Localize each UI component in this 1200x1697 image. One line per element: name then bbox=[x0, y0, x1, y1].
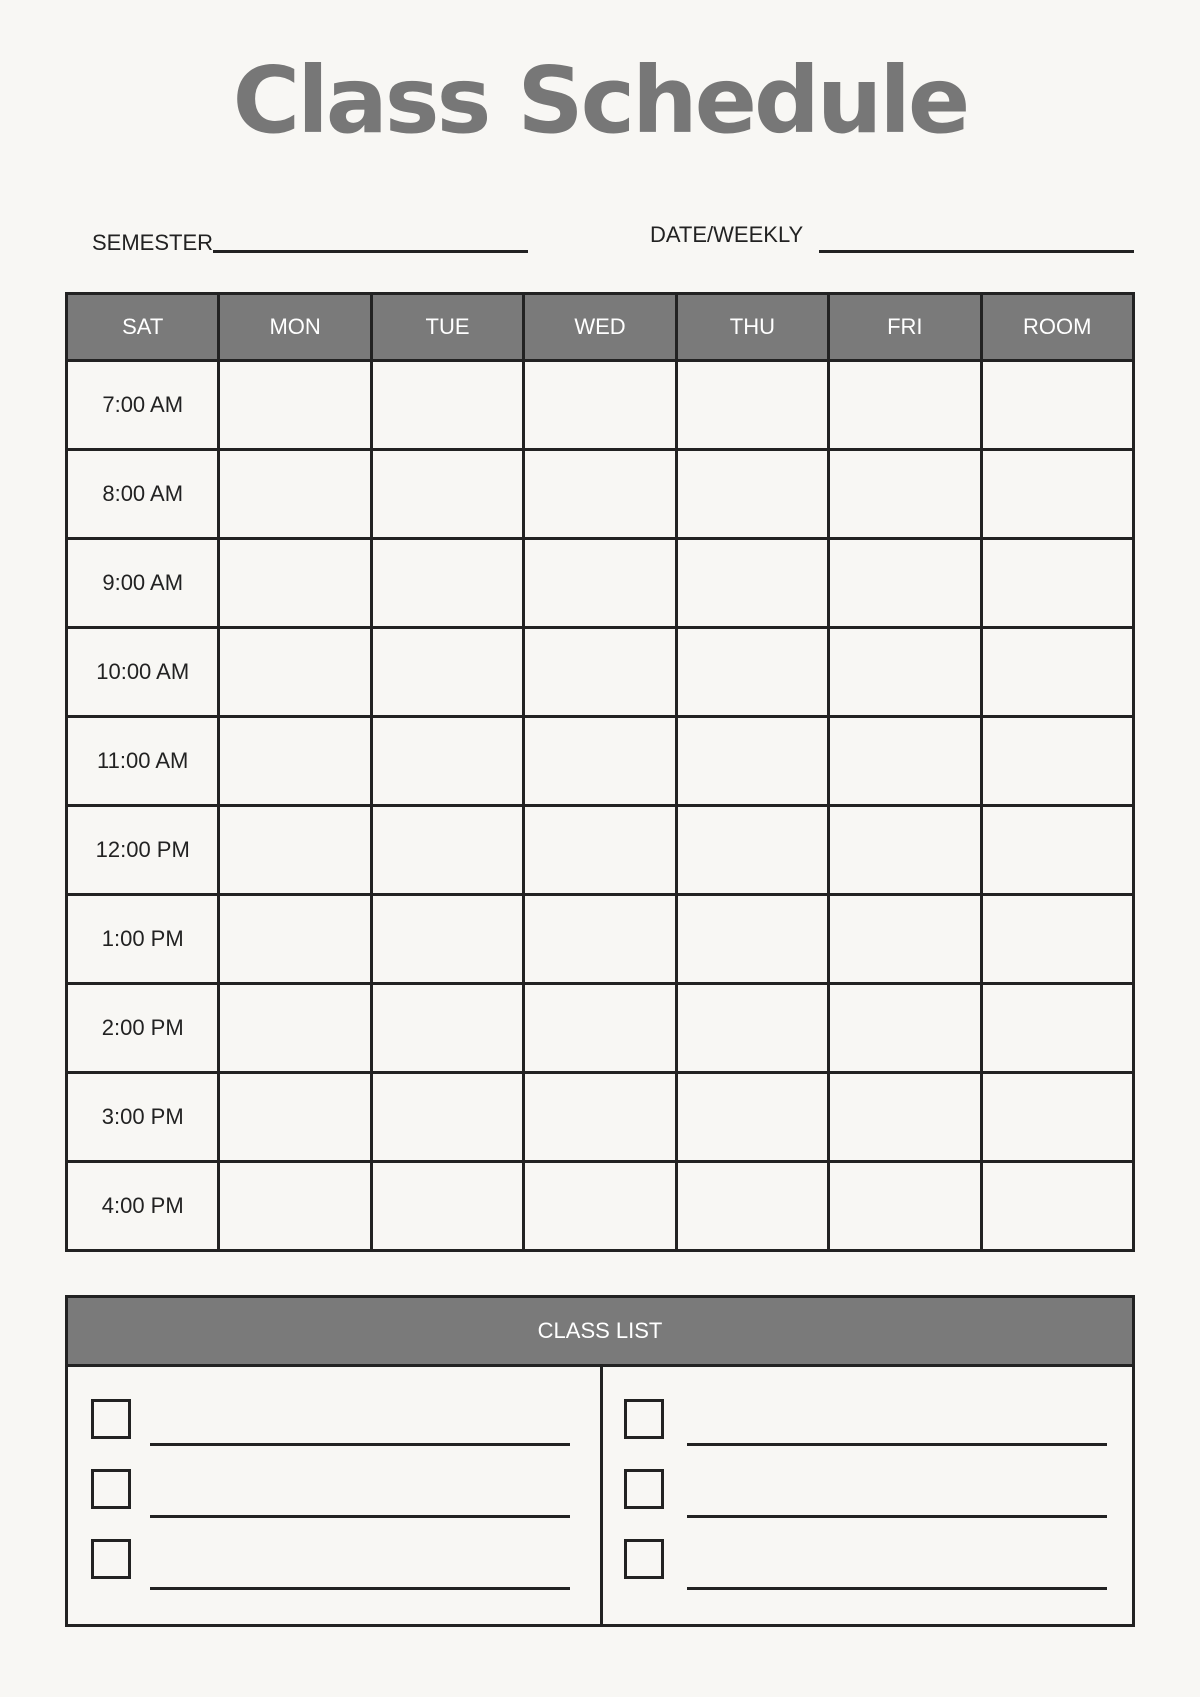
time-label: 1:00 PM bbox=[67, 895, 219, 984]
table-row bbox=[67, 984, 1134, 1073]
table-row bbox=[67, 628, 1134, 717]
table-row bbox=[67, 1162, 1134, 1251]
schedule-cell-thu[interactable] bbox=[676, 895, 828, 984]
table-row bbox=[67, 361, 1134, 450]
schedule-cell-room[interactable] bbox=[981, 1162, 1133, 1251]
schedule-cell-wed[interactable] bbox=[524, 806, 676, 895]
schedule-cell-room[interactable] bbox=[981, 450, 1133, 539]
schedule-cell-mon[interactable] bbox=[219, 984, 371, 1073]
schedule-cell-room[interactable] bbox=[981, 539, 1133, 628]
schedule-cell-mon[interactable] bbox=[219, 1162, 371, 1251]
date-weekly-label: DATE/WEEKLY bbox=[650, 222, 804, 247]
class-name-field[interactable] bbox=[150, 1515, 570, 1518]
schedule-cell-wed[interactable] bbox=[524, 895, 676, 984]
schedule-cell-fri[interactable] bbox=[829, 628, 981, 717]
semester-field[interactable] bbox=[213, 250, 528, 253]
schedule-cell-wed[interactable] bbox=[524, 984, 676, 1073]
schedule-cell-tue[interactable] bbox=[371, 450, 523, 539]
schedule-cell-thu[interactable] bbox=[676, 361, 828, 450]
schedule-cell-fri[interactable] bbox=[829, 984, 981, 1073]
header-wed: WED bbox=[524, 294, 676, 361]
schedule-cell-mon[interactable] bbox=[219, 1073, 371, 1162]
checkbox[interactable] bbox=[91, 1539, 131, 1579]
schedule-cell-tue[interactable] bbox=[371, 628, 523, 717]
schedule-cell-thu[interactable] bbox=[676, 1073, 828, 1162]
schedule-cell-mon[interactable] bbox=[219, 628, 371, 717]
time-label: 7:00 AM bbox=[67, 361, 219, 450]
schedule-cell-tue[interactable] bbox=[371, 539, 523, 628]
checkbox[interactable] bbox=[624, 1539, 664, 1579]
checkbox[interactable] bbox=[624, 1469, 664, 1509]
time-label: 12:00 PM bbox=[67, 806, 219, 895]
schedule-cell-room[interactable] bbox=[981, 1073, 1133, 1162]
table-row bbox=[67, 895, 1134, 984]
schedule-cell-thu[interactable] bbox=[676, 628, 828, 717]
schedule-cell-mon[interactable] bbox=[219, 895, 371, 984]
schedule-cell-wed[interactable] bbox=[524, 361, 676, 450]
table-row bbox=[67, 539, 1134, 628]
schedule-cell-thu[interactable] bbox=[676, 1162, 828, 1251]
header-tue: TUE bbox=[371, 294, 523, 361]
time-label: 4:00 PM bbox=[67, 1162, 219, 1251]
schedule-cell-thu[interactable] bbox=[676, 450, 828, 539]
table-row bbox=[67, 1073, 1134, 1162]
schedule-cell-room[interactable] bbox=[981, 895, 1133, 984]
schedule-cell-tue[interactable] bbox=[371, 1162, 523, 1251]
class-list bbox=[65, 1295, 1135, 1627]
schedule-cell-fri[interactable] bbox=[829, 806, 981, 895]
schedule-cell-wed[interactable] bbox=[524, 450, 676, 539]
time-label: 10:00 AM bbox=[67, 628, 219, 717]
schedule-cell-wed[interactable] bbox=[524, 717, 676, 806]
date-weekly-field[interactable] bbox=[819, 250, 1134, 253]
class-list-header: CLASS LIST bbox=[68, 1298, 1132, 1367]
header-room: ROOM bbox=[981, 294, 1133, 361]
time-label: 8:00 AM bbox=[67, 450, 219, 539]
schedule-cell-wed[interactable] bbox=[524, 1162, 676, 1251]
checkbox[interactable] bbox=[91, 1469, 131, 1509]
schedule-cell-mon[interactable] bbox=[219, 806, 371, 895]
class-list-divider bbox=[600, 1367, 603, 1624]
schedule-cell-wed[interactable] bbox=[524, 628, 676, 717]
schedule-cell-tue[interactable] bbox=[371, 895, 523, 984]
semester-label: SEMESTER bbox=[92, 230, 214, 255]
schedule-cell-thu[interactable] bbox=[676, 806, 828, 895]
schedule-cell-fri[interactable] bbox=[829, 1073, 981, 1162]
schedule-cell-fri[interactable] bbox=[829, 717, 981, 806]
schedule-cell-mon[interactable] bbox=[219, 539, 371, 628]
schedule-cell-thu[interactable] bbox=[676, 984, 828, 1073]
time-label: 9:00 AM bbox=[67, 539, 219, 628]
schedule-cell-fri[interactable] bbox=[829, 539, 981, 628]
class-name-field[interactable] bbox=[150, 1443, 570, 1446]
class-name-field[interactable] bbox=[687, 1587, 1107, 1590]
class-name-field[interactable] bbox=[687, 1443, 1107, 1446]
schedule-header-row bbox=[67, 294, 1134, 361]
class-name-field[interactable] bbox=[687, 1515, 1107, 1518]
page-title: Class Schedule bbox=[232, 47, 968, 154]
schedule-cell-tue[interactable] bbox=[371, 1073, 523, 1162]
time-label: 11:00 AM bbox=[67, 717, 219, 806]
schedule-cell-mon[interactable] bbox=[219, 361, 371, 450]
schedule-cell-thu[interactable] bbox=[676, 717, 828, 806]
schedule-cell-tue[interactable] bbox=[371, 361, 523, 450]
table-row bbox=[67, 450, 1134, 539]
header-mon: MON bbox=[219, 294, 371, 361]
schedule-cell-thu[interactable] bbox=[676, 539, 828, 628]
checkbox[interactable] bbox=[91, 1399, 131, 1439]
schedule-cell-tue[interactable] bbox=[371, 717, 523, 806]
schedule-cell-fri[interactable] bbox=[829, 895, 981, 984]
schedule-cell-mon[interactable] bbox=[219, 717, 371, 806]
class-name-field[interactable] bbox=[150, 1587, 570, 1590]
header-fri: FRI bbox=[829, 294, 981, 361]
schedule-cell-fri[interactable] bbox=[829, 361, 981, 450]
table-row bbox=[67, 806, 1134, 895]
schedule-cell-room[interactable] bbox=[981, 628, 1133, 717]
schedule-cell-mon[interactable] bbox=[219, 450, 371, 539]
schedule-cell-wed[interactable] bbox=[524, 539, 676, 628]
header-thu: THU bbox=[676, 294, 828, 361]
schedule-cell-tue[interactable] bbox=[371, 984, 523, 1073]
schedule-cell-room[interactable] bbox=[981, 717, 1133, 806]
schedule-cell-room[interactable] bbox=[981, 806, 1133, 895]
schedule-cell-fri[interactable] bbox=[829, 450, 981, 539]
checkbox[interactable] bbox=[624, 1399, 664, 1439]
header-sat: SAT bbox=[67, 294, 219, 361]
schedule-table bbox=[65, 292, 1135, 1252]
table-row bbox=[67, 717, 1134, 806]
time-label: 2:00 PM bbox=[67, 984, 219, 1073]
schedule-cell-room[interactable] bbox=[981, 361, 1133, 450]
schedule-cell-room[interactable] bbox=[981, 984, 1133, 1073]
schedule-cell-tue[interactable] bbox=[371, 806, 523, 895]
schedule-cell-fri[interactable] bbox=[829, 1162, 981, 1251]
time-label: 3:00 PM bbox=[67, 1073, 219, 1162]
schedule-cell-wed[interactable] bbox=[524, 1073, 676, 1162]
